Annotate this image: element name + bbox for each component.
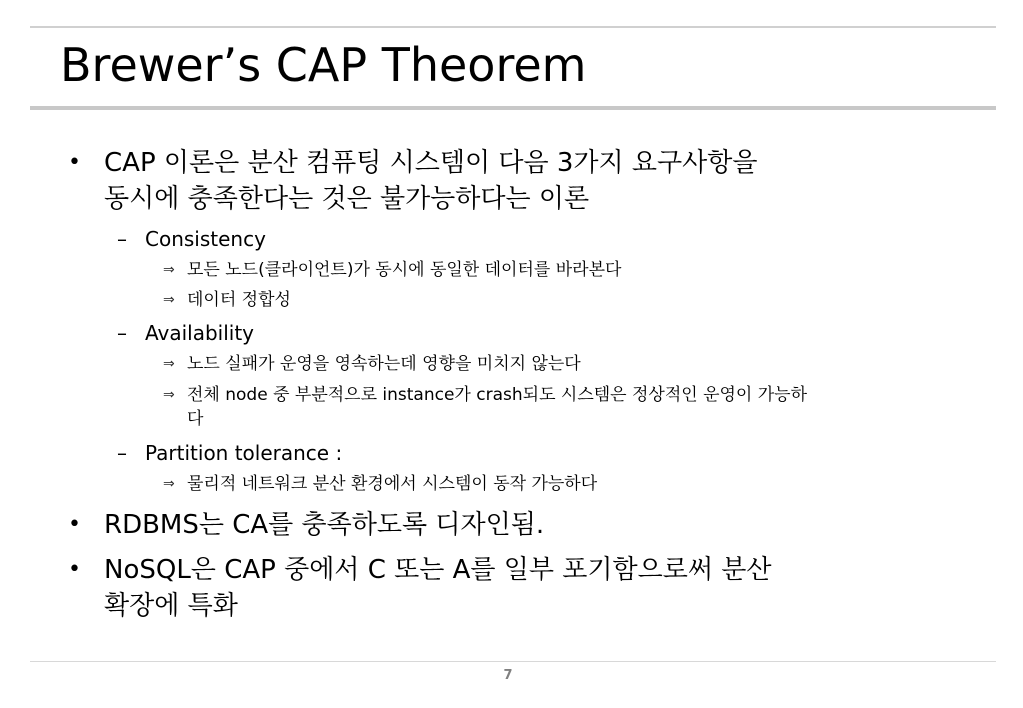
implies-arrow-icon: ⇒	[163, 476, 175, 492]
sub-bullet-label: Consistency	[145, 227, 266, 251]
bullet-text-line1: RDBMS는 CA를 충족하도록 디자인됨.	[104, 510, 545, 540]
sub-bullet-consistency	[117, 224, 925, 254]
detail-item	[163, 383, 957, 431]
detail-text: 데이터 정합성	[187, 290, 291, 310]
bullet-text-line2: 확장에 특화	[104, 591, 238, 621]
dash-icon: –	[117, 321, 127, 345]
bullet-text-line2: 동시에 충족한다는 것은 불가능하다는 이론	[104, 184, 590, 214]
detail-text-wrap: 다	[187, 409, 204, 429]
detail-item	[163, 288, 957, 312]
detail-item	[163, 472, 957, 496]
bullet-text-line1: CAP 이론은 분산 컴퓨팅 시스템이 다음 3가지 요구사항을	[104, 148, 758, 178]
implies-arrow-icon: ⇒	[163, 262, 175, 278]
sub-bullet-availability	[117, 318, 925, 348]
sub-bullet-label: Partition tolerance :	[145, 441, 343, 465]
dash-icon: –	[117, 441, 127, 465]
detail-text: 모든 노드(클라이언트)가 동시에 동일한 데이터를 바라본다	[187, 260, 622, 280]
dash-icon: –	[117, 227, 127, 251]
bullet-icon: •	[68, 150, 81, 175]
footer-divider	[30, 661, 996, 662]
detail-item	[163, 352, 957, 376]
title-divider	[30, 106, 996, 110]
page-number: 7	[503, 668, 513, 683]
implies-arrow-icon: ⇒	[163, 292, 175, 308]
detail-item	[163, 258, 957, 282]
detail-text: 노드 실패가 운영을 영속하는데 영향을 미치지 않는다	[187, 354, 581, 374]
bullet-cap-definition	[68, 145, 944, 217]
slide-title: Brewer’s CAP Theorem	[60, 38, 587, 92]
detail-text: 물리적 네트워크 분산 환경에서 시스템이 동작 가능하다	[187, 474, 598, 494]
top-divider	[30, 26, 996, 28]
detail-text: 전체 node 중 부분적으로 instance가 crash되도 시스템은 정상적인 운영이 가능하	[187, 385, 808, 405]
sub-bullet-partition-tolerance	[117, 438, 925, 468]
bullet-text-line1: NoSQL은 CAP 중에서 C 또는 A를 일부 포기함으로써 분산	[104, 555, 772, 585]
bullet-nosql	[68, 552, 944, 624]
sub-bullet-label: Availability	[145, 321, 255, 345]
bullet-icon: •	[68, 512, 81, 537]
bullet-icon: •	[68, 557, 81, 582]
implies-arrow-icon: ⇒	[163, 387, 175, 403]
implies-arrow-icon: ⇒	[163, 356, 175, 372]
bullet-rdbms	[68, 507, 944, 543]
